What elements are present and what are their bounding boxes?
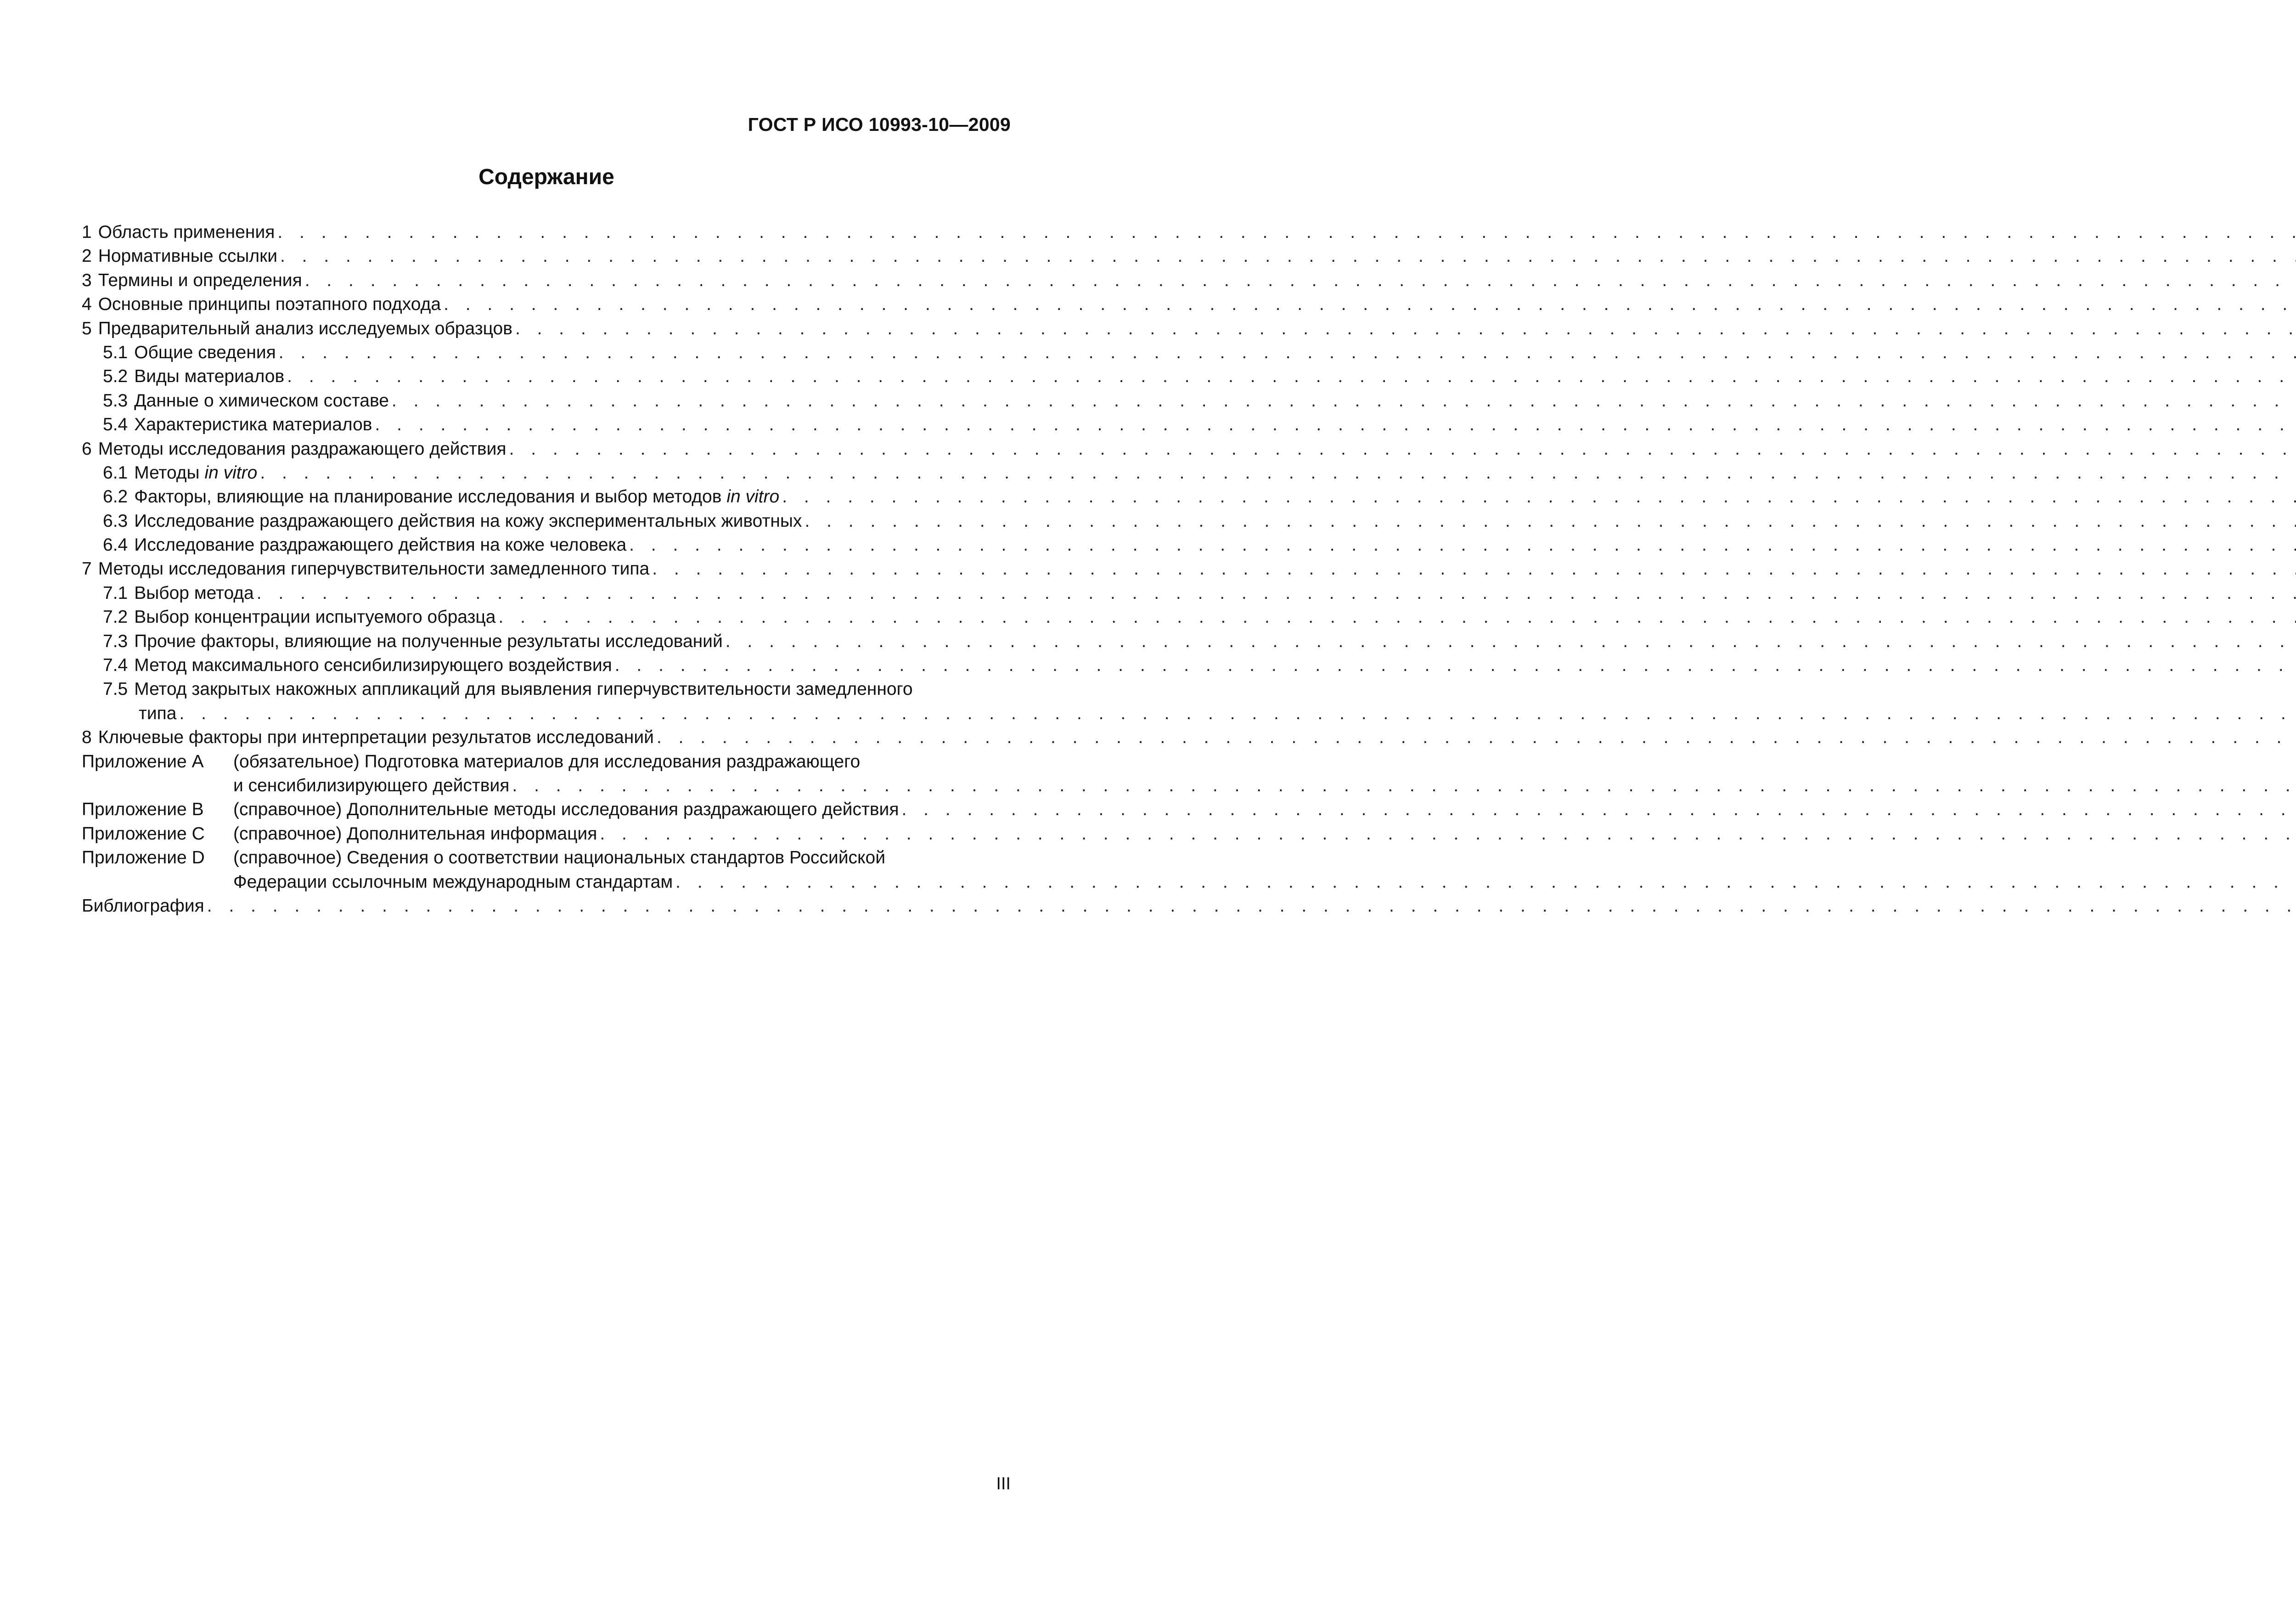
dot-leader bbox=[257, 581, 2296, 605]
dot-leader bbox=[615, 653, 2296, 677]
toc-entry-number: 7 bbox=[82, 559, 92, 579]
toc-entry[interactable] bbox=[82, 557, 1016, 581]
toc-entry-label-continuation: Федерации ссылочным международным стандартам bbox=[233, 872, 673, 892]
toc-entry-label: (справочное) Дополнительная информация bbox=[233, 823, 597, 844]
dot-leader bbox=[277, 220, 2296, 244]
toc-appendix-number: Приложение D bbox=[82, 848, 205, 868]
toc-subentry[interactable] bbox=[82, 389, 1016, 413]
dot-leader bbox=[260, 461, 2296, 485]
toc-appendix[interactable] bbox=[82, 798, 1016, 822]
dot-leader bbox=[805, 509, 2296, 533]
toc-entry-label: Метод закрытых накожных аппликаций для выявления гиперчувствительности замедленного bbox=[134, 679, 913, 699]
dot-leader bbox=[509, 437, 2296, 461]
dot-leader bbox=[207, 894, 2296, 918]
dot-leader bbox=[280, 244, 2296, 268]
dot-leader bbox=[901, 798, 2296, 822]
toc-entry-label: Факторы, влияющие на планирование исследования и выбор методов in vitro bbox=[134, 487, 780, 507]
toc-entry-label: Ключевые факторы при интерпретации результатов исследований bbox=[98, 727, 654, 748]
toc-entry-label: Область применения bbox=[98, 222, 275, 242]
toc-appendix-number: Приложение A bbox=[82, 751, 204, 772]
toc-appendix-first-line[interactable] bbox=[82, 846, 1016, 870]
toc-entry-number: 6.1 bbox=[103, 462, 128, 483]
table-of-contents bbox=[82, 220, 1016, 918]
toc-subentry[interactable] bbox=[82, 341, 1016, 365]
toc-entry-label-continuation: и сенсибилизирующего действия bbox=[233, 775, 510, 795]
toc-subentry[interactable] bbox=[82, 581, 1016, 605]
toc-subentry[interactable] bbox=[82, 365, 1016, 389]
toc-subentry[interactable] bbox=[82, 485, 1016, 509]
toc-entry-number: 7.1 bbox=[103, 583, 128, 603]
dot-leader bbox=[375, 413, 2296, 437]
toc-entry-number: 6.3 bbox=[103, 511, 128, 531]
page-title: Содержание bbox=[478, 165, 614, 189]
toc-entry-label: Выбор концентрации испытуемого образца bbox=[134, 607, 496, 627]
dot-leader bbox=[498, 605, 2296, 629]
toc-entry[interactable] bbox=[82, 437, 1016, 461]
dot-leader bbox=[179, 702, 2296, 726]
toc-entry-label: (обязательное) Подготовка материалов для исследования раздражающего bbox=[233, 751, 861, 772]
toc-entry-label: Характеристика материалов bbox=[134, 415, 372, 435]
toc-entry-number: 8 bbox=[82, 727, 92, 748]
dot-leader bbox=[629, 533, 2296, 557]
toc-subentry-continuation[interactable] bbox=[82, 702, 1016, 726]
toc-entry-number: 7.2 bbox=[103, 607, 128, 627]
toc-entry-label: Общие сведения bbox=[134, 342, 276, 362]
page-number: III bbox=[996, 1474, 1011, 1493]
toc-entry[interactable] bbox=[82, 269, 1016, 293]
dot-leader bbox=[279, 341, 2296, 365]
toc-subentry[interactable] bbox=[82, 653, 1016, 677]
toc-subentry[interactable] bbox=[82, 533, 1016, 557]
toc-entry[interactable] bbox=[82, 293, 1016, 316]
toc-entry-label: Выбор метода bbox=[134, 583, 254, 603]
dot-leader bbox=[515, 317, 2296, 341]
toc-entry-number: 5.2 bbox=[103, 366, 128, 387]
toc-subentry[interactable] bbox=[82, 605, 1016, 629]
toc-appendix-continuation[interactable] bbox=[82, 870, 1016, 894]
toc-entry-label: Виды материалов bbox=[134, 366, 285, 387]
toc-entry-number: 7.4 bbox=[103, 655, 128, 676]
toc-entry-number: 6 bbox=[82, 439, 92, 459]
toc-entry-label: Предварительный анализ исследуемых образцов bbox=[98, 318, 512, 338]
toc-entry-number: 3 bbox=[82, 270, 92, 290]
toc-entry-number: 7.5 bbox=[103, 679, 128, 699]
toc-entry-number: 7.3 bbox=[103, 631, 128, 651]
toc-entry-label: Методы исследования раздражающего действия bbox=[98, 439, 506, 459]
toc-entry-number: 4 bbox=[82, 294, 92, 315]
toc-subentry[interactable] bbox=[82, 630, 1016, 653]
toc-appendix[interactable] bbox=[82, 822, 1016, 846]
toc-subentry[interactable] bbox=[82, 509, 1016, 533]
toc-entry-number: 5 bbox=[82, 318, 92, 338]
toc-entry[interactable] bbox=[82, 244, 1016, 268]
toc-entry[interactable] bbox=[82, 317, 1016, 341]
dot-leader bbox=[782, 485, 2296, 509]
toc-entry-number: 2 bbox=[82, 246, 92, 266]
toc-entry-label: Исследование раздражающего действия на кожу экспериментальных животных bbox=[134, 511, 802, 531]
dot-leader bbox=[657, 726, 2296, 749]
document-page bbox=[0, 0, 1139, 1611]
toc-subentry[interactable] bbox=[82, 413, 1016, 437]
toc-entry-label: Нормативные ссылки bbox=[98, 246, 277, 266]
document-code: ГОСТ Р ИСО 10993-10—2009 bbox=[748, 114, 1011, 135]
dot-leader bbox=[512, 774, 2296, 798]
toc-entry-label: Библиография bbox=[82, 896, 204, 916]
toc-entry-number: 6.2 bbox=[103, 487, 128, 507]
toc-entry-number: 1 bbox=[82, 222, 92, 242]
toc-subentry-first-line[interactable] bbox=[82, 677, 1016, 701]
toc-entry-number: 5.1 bbox=[103, 342, 128, 362]
toc-entry[interactable] bbox=[82, 220, 1016, 244]
toc-entry-number: 6.4 bbox=[103, 535, 128, 555]
toc-entry-label: Методы исследования гиперчувствительности замедленного типа bbox=[98, 559, 650, 579]
dot-leader bbox=[652, 557, 2296, 581]
toc-entry-label-italic: in vitro bbox=[204, 462, 258, 483]
toc-entry-label-continuation: типа bbox=[139, 703, 177, 723]
toc-appendix-first-line[interactable] bbox=[82, 750, 1016, 774]
toc-entry-label-italic: in vitro bbox=[726, 487, 780, 507]
toc-entry-label: Исследование раздражающего действия на коже человека bbox=[134, 535, 627, 555]
toc-bibliography[interactable] bbox=[82, 894, 1016, 918]
toc-entry-number: 5.3 bbox=[103, 390, 128, 411]
dot-leader bbox=[675, 870, 2296, 894]
toc-entry-label: Прочие факторы, влияющие на полученные результаты исследований bbox=[134, 631, 723, 651]
dot-leader bbox=[726, 630, 2296, 653]
toc-subentry[interactable] bbox=[82, 461, 1016, 485]
toc-appendix-number: Приложение B bbox=[82, 800, 204, 820]
toc-entry-label: (справочное) Сведения о соответствии национальных стандартов Российской bbox=[233, 848, 885, 868]
dot-leader bbox=[305, 269, 2296, 293]
toc-appendix-continuation[interactable] bbox=[82, 774, 1016, 798]
toc-entry-label: Основные принципы поэтапного подхода bbox=[98, 294, 441, 315]
toc-entry-number: 5.4 bbox=[103, 415, 128, 435]
dot-leader bbox=[287, 365, 2296, 389]
dot-leader bbox=[444, 293, 2296, 316]
toc-entry-label: Метод максимального сенсибилизирующего воздействия bbox=[134, 655, 612, 676]
toc-entry-label: Методы in vitro bbox=[134, 462, 258, 483]
toc-entry-label: Данные о химическом составе bbox=[134, 390, 389, 411]
dot-leader bbox=[392, 389, 2296, 413]
toc-appendix-number: Приложение C bbox=[82, 823, 205, 844]
toc-entry-label: Термины и определения bbox=[98, 270, 302, 290]
dot-leader bbox=[600, 822, 2296, 846]
toc-entry-label: (справочное) Дополнительные методы исследования раздражающего действия bbox=[233, 800, 899, 820]
toc-entry[interactable] bbox=[82, 726, 1016, 749]
